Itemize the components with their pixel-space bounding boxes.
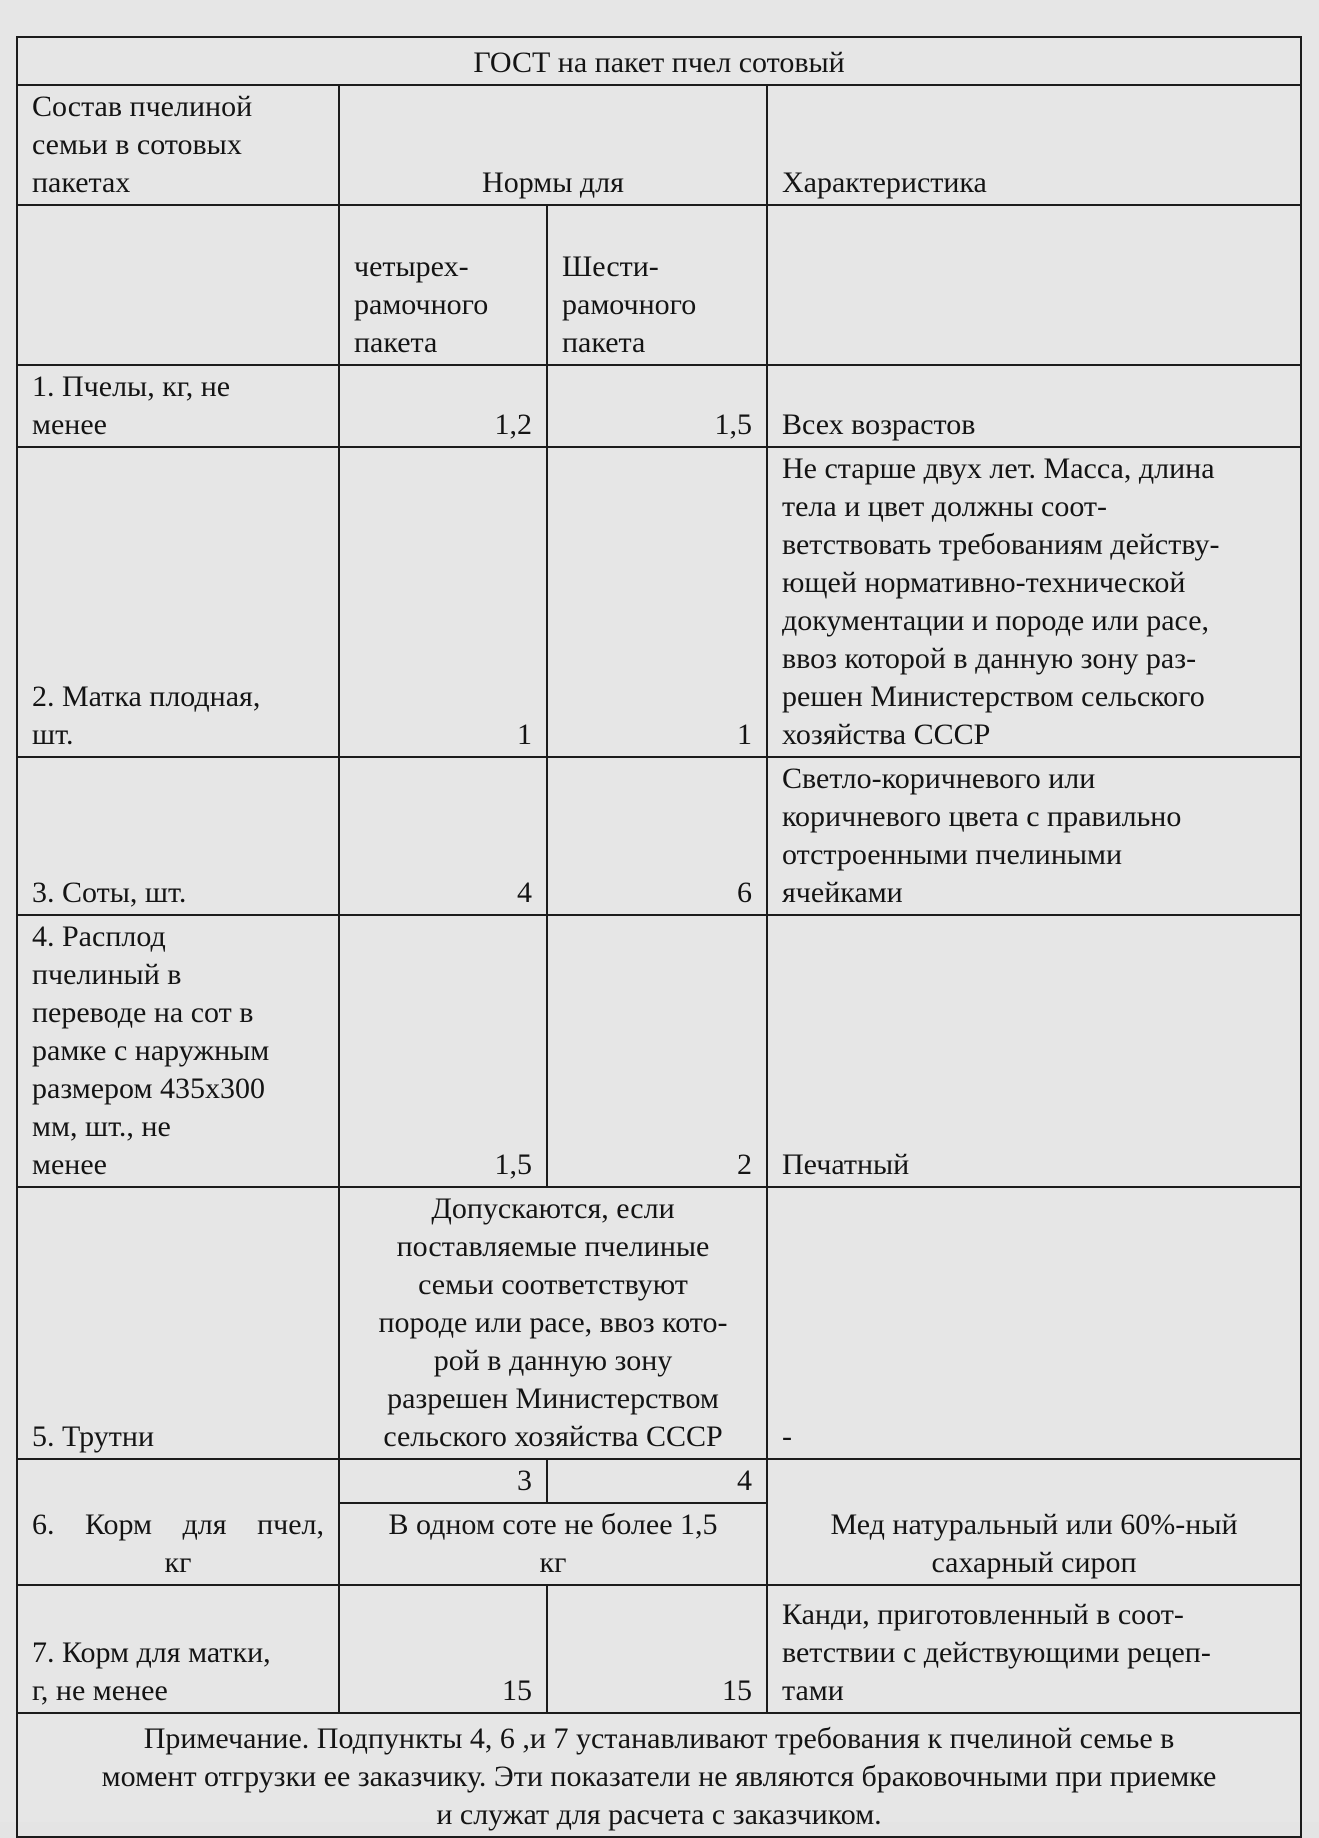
row-7-name: 7. Корм для матки, г, не менее	[17, 1585, 339, 1713]
row-6-six-frame: 4	[547, 1459, 767, 1503]
header-composition: Состав пчелиной семьи в сотовых пакетах	[17, 85, 339, 205]
table-row	[17, 365, 1301, 447]
row-4-characteristic: Печатный	[767, 915, 1301, 1187]
row-6-four-frame: 3	[339, 1459, 547, 1503]
header-four-frame: четырех- рамочного пакета	[339, 205, 547, 365]
table-row	[17, 1187, 1301, 1459]
row-3-characteristic: Светло-коричневого или коричневого цвета с правильно отстроенными пчелиными ячейками	[767, 757, 1301, 915]
row-1-characteristic: Всех возрастов	[767, 365, 1301, 447]
table-row	[17, 915, 1301, 1187]
row-4-six-frame: 2	[547, 915, 767, 1187]
table-row	[17, 1585, 1301, 1713]
row-7-characteristic: Канди, приготовленный в соот- ветствии с действующими рецеп- тами	[767, 1585, 1301, 1713]
header-characteristic: Характеристика	[767, 85, 1301, 205]
header-empty	[767, 205, 1301, 365]
header-six-frame: Шести- рамочного пакета	[547, 205, 767, 365]
row-2-characteristic: Не старше двух лет. Масса, длина тела и цвет должны соот- ветствовать требованиям действу- ющей нормативно-технической документации и породе или расе, ввоз которой в данную зону раз- решен Министерством сельского хозяйства СССР	[767, 447, 1301, 757]
table-row	[17, 1459, 1301, 1503]
row-4-four-frame: 1,5	[339, 915, 547, 1187]
row-2-four-frame: 1	[339, 447, 547, 757]
row-6-merged-norm: В одном соте не более 1,5 кг	[339, 1503, 767, 1585]
row-2-six-frame: 1	[547, 447, 767, 757]
row-5-merged-norm: Допускаются, если поставляемые пчелиные семьи соответствуют породе или расе, ввоз кото- рой в данную зону разрешен Министерством сельского хозяйства СССР	[339, 1187, 767, 1459]
table-row	[17, 447, 1301, 757]
row-1-four-frame: 1,2	[339, 365, 547, 447]
table-row	[17, 757, 1301, 915]
row-1-name: 1. Пчелы, кг, не менее	[17, 365, 339, 447]
row-7-six-frame: 15	[547, 1585, 767, 1713]
row-6-characteristic: Мед натуральный или 60%-ный сахарный сироп	[767, 1459, 1301, 1585]
row-2-name: 2. Матка плодная, шт.	[17, 447, 339, 757]
table-title: ГОСТ на пакет пчел сотовый	[17, 37, 1301, 85]
table-note: Примечание. Подпункты 4, 6 ,и 7 устанавливают требования к пчелиной семье в момент отгрузки ее заказчику. Эти показатели не являются браковочными при приемке и служат для расчета с заказчиком.	[17, 1713, 1301, 1837]
row-5-characteristic: -	[767, 1187, 1301, 1459]
gost-table	[16, 36, 1302, 1838]
header-norms: Нормы для	[339, 85, 767, 205]
row-3-four-frame: 4	[339, 757, 547, 915]
row-3-six-frame: 6	[547, 757, 767, 915]
row-7-four-frame: 15	[339, 1585, 547, 1713]
row-4-name: 4. Расплод пчелиный в переводе на сот в рамке с наружным размером 435х300 мм, шт., не менее	[17, 915, 339, 1187]
header-empty	[17, 205, 339, 365]
row-6-name: 6. Корм для пчел, кг	[17, 1459, 339, 1585]
row-5-name: 5. Трутни	[17, 1187, 339, 1459]
row-1-six-frame: 1,5	[547, 365, 767, 447]
row-3-name: 3. Соты, шт.	[17, 757, 339, 915]
